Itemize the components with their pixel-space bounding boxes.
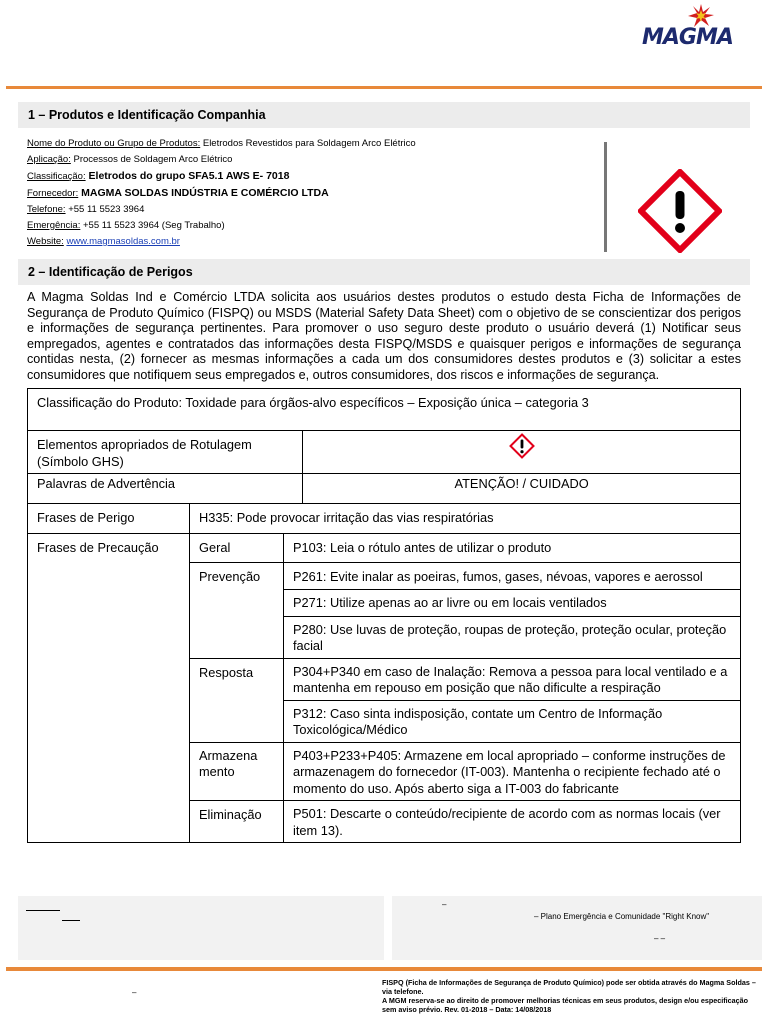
classification-value: Eletrodos do grupo SFA5.1 AWS E- 7018: [85, 170, 290, 182]
application-label: Aplicação:: [27, 154, 71, 165]
classification-label: Classificação:: [27, 171, 86, 182]
supplier-label: Fornecedor:: [27, 188, 79, 199]
emergency-label: Emergência:: [27, 220, 81, 231]
supplier-line: [27, 185, 587, 202]
label-elements-cell: Elementos apropriados de Rotulagem (Símbolo GHS): [28, 431, 303, 474]
p403-text: P403+P233+P405: Armazene em local apropriado – conforme instruções de armazenagem do fornecedor (IT-003). Mantenha o recipiente fechado até o momento do uso. Após aberto siga a IT-003 do fabricante: [284, 742, 741, 801]
footer-dashes: – –: [654, 934, 666, 943]
footer-line: [62, 920, 80, 921]
product-label: Nome do Produto ou Grupo de Produtos:: [27, 138, 201, 149]
table-row: [28, 431, 741, 474]
supplier-value: MAGMA SOLDAS INDÚSTRIA E COMÉRCIO LTDA: [78, 187, 329, 199]
fispq-note-block: [382, 978, 762, 1014]
hazard-label: Frases de Perigo: [28, 504, 190, 534]
footer-box-right: [392, 896, 762, 960]
emergency-value: +55 11 5523 3964 (Seg Trabalho): [80, 220, 225, 231]
website-label: Website:: [27, 236, 64, 247]
footer-box-left: [18, 896, 384, 960]
phone-label: Telefone:: [27, 204, 66, 215]
phone-line: [27, 202, 587, 218]
emergency-line: [27, 218, 587, 234]
p304-text: P304+P340 em caso de Inalação: Remova a pessoa para local ventilado e a mantenha em repouso em posição que não dificulte a respiração: [284, 658, 741, 700]
section-2-intro: A Magma Soldas Ind e Comércio LTDA solicita aos usuários destes produtos o estudo desta Ficha de Informações de Segurança de Produto Químico (FISPQ) ou MSDS (Material Safety Data Sheet) com o objetivo de se conscientizar dos perigos e informações de segurança pertinentes. Para promover o uso seguro deste produto o usuário deverá (1) Notificar seus empregados, agentes e contratados das informações desta FISPQ/MSDS e quaisquer perigos e informações de segurança contidas nesta, (2) fornecer as mesmas informações a cada um dos consumidores destes produtos e (3) solicitar a estes consumidores que notifiquem seus empregados e, outros consumidores, dos riscos e informações de segurança.: [27, 290, 741, 382]
classification-line: [27, 168, 587, 185]
hazard-value: H335: Pode provocar irritação das vias respiratórias: [190, 504, 741, 534]
precaution-label: Frases de Precaução: [28, 534, 190, 843]
hazard-table: [27, 388, 741, 843]
storage-label: Armazena mento: [190, 742, 284, 801]
plan-text: – Plano Emergência e Comunidade "Right Know": [534, 912, 710, 921]
footer-line: [26, 910, 60, 911]
product-line: [27, 136, 587, 152]
brand-name: MAGMA: [642, 25, 733, 50]
ghs-exclamation-small-icon: [509, 433, 535, 459]
p261-text: P261: Evite inalar as poeiras, fumos, gases, névoas, vapores e aerossol: [284, 563, 741, 590]
response-label: Resposta: [190, 658, 284, 742]
table-row: [28, 534, 741, 563]
footer-rule: [6, 967, 762, 971]
classification-cell: Classificação do Produto: Toxidade para órgãos-alvo específicos – Exposição única – categoria 3: [28, 389, 741, 431]
application-value: Processos de Soldagem Arco Elétrico: [70, 154, 233, 165]
p103-text: P103: Leia o rótulo antes de utilizar o produto: [284, 534, 741, 563]
vertical-divider: [604, 142, 607, 252]
footer-dash: –: [442, 900, 447, 909]
p271-text: P271: Utilize apenas ao ar livre ou em locais ventilados: [284, 589, 741, 616]
p501-text: P501: Descarte o conteúdo/recipiente de acordo com as normas locais (ver item 13).: [284, 801, 741, 843]
header-rule: [6, 86, 762, 89]
section-2-title: 2 – Identificação de Perigos: [18, 259, 750, 285]
website-line: [27, 234, 587, 250]
magma-logo: [642, 4, 754, 52]
table-row: [28, 389, 741, 431]
product-value: Eletrodos Revestidos para Soldagem Arco Elétrico: [200, 138, 416, 149]
prevention-label: Prevenção: [190, 563, 284, 659]
fispq-note: FISPQ (Ficha de Informações de Segurança de Produto Químico) pode ser obtida através do Magma Soldas – via telefone.: [382, 978, 756, 996]
website-link[interactable]: www.magmasoldas.com.br: [66, 236, 180, 247]
warning-words-label: Palavras de Advertência: [28, 474, 303, 504]
p312-text: P312: Caso sinta indisposição, contate um Centro de Informação Toxicológica/Médico: [284, 700, 741, 742]
table-row: [28, 504, 741, 534]
application-line: [27, 152, 587, 168]
footer-dash-left: –: [132, 988, 137, 997]
general-label: Geral: [190, 534, 284, 563]
ghs-symbol-cell: [303, 431, 741, 474]
section-1-title: 1 – Produtos e Identificação Companhia: [18, 102, 750, 128]
disposal-label: Eliminação: [190, 801, 284, 843]
reserve-note: A MGM reserva-se ao direito de promover melhorias técnicas em seus produtos, design e/ou especificação sem aviso prévio. Rev. 01-2018 – Data: 14/08/2018: [382, 996, 749, 1014]
warning-words-value: ATENÇÃO! / CUIDADO: [303, 474, 741, 504]
ghs-exclamation-icon: [638, 169, 722, 253]
company-info: [27, 136, 587, 250]
p280-text: P280: Use luvas de proteção, roupas de proteção, proteção ocular, proteção facial: [284, 616, 741, 658]
phone-value: +55 11 5523 3964: [65, 204, 145, 215]
table-row: [28, 474, 741, 504]
